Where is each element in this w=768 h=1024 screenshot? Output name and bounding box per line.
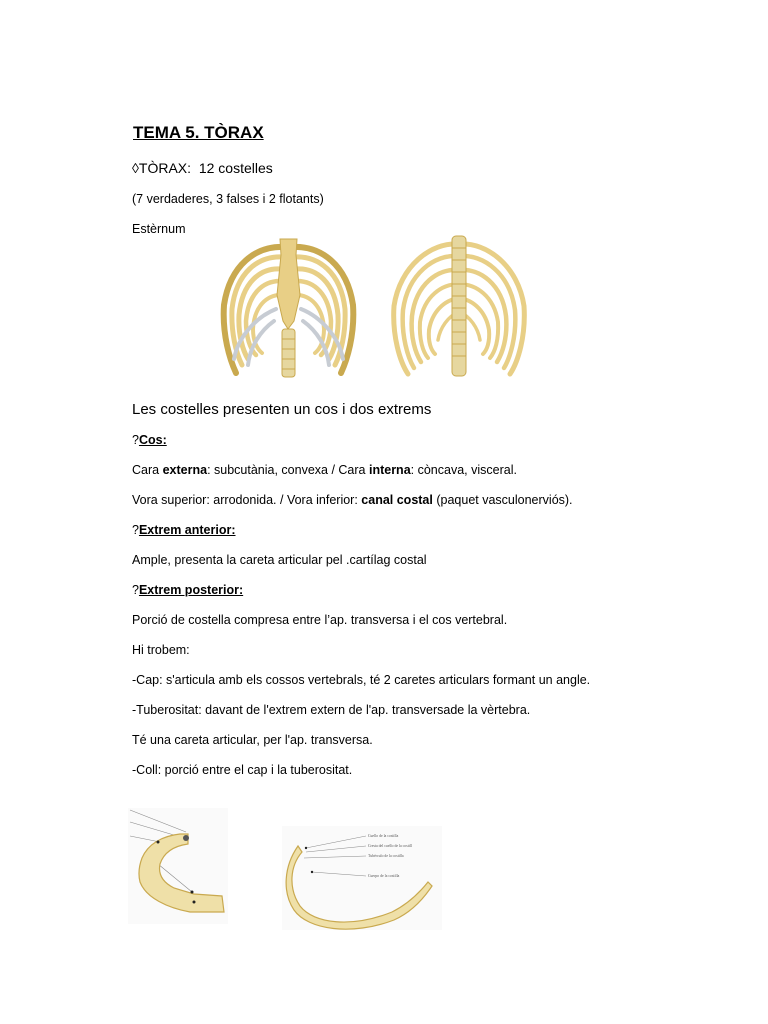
section-title: Extrem anterior: [138, 523, 236, 537]
rib-label-neck-crest: Cresta del cuello de la costill [368, 844, 412, 848]
text-run: Cara [132, 463, 163, 477]
posterior-line: -Cap: s'articula amb els cossos vertebrals, té 2 caretes articulars formant un angle. [132, 673, 591, 687]
posterior-line: -Tuberositat: davant de l'extrem extern de l'ap. transversade la vèrtebra. [132, 703, 531, 717]
posterior-line: Hi trobem: [132, 643, 190, 657]
bold-run: externa [162, 463, 208, 477]
diamond-bullet-icon: ◊ [132, 160, 139, 176]
rib-label-tubercle: Tubérculo de la costilla [368, 854, 404, 858]
rib-head-figure [128, 808, 228, 924]
page-title: TEMA 5. TÒRAX [133, 123, 264, 142]
rib-labeled-figure [282, 826, 442, 930]
intro-text: Les costelles presenten un cos i dos extrems [132, 401, 432, 418]
posterior-line: -Coll: porció entre el cap i la tuberositat. [132, 763, 353, 777]
extrem-anterior-line: Ample, presenta la careta articular pel .cartílag costal [132, 553, 427, 567]
cos-heading [132, 433, 167, 447]
extrem-anterior-heading [132, 523, 236, 537]
section-marker: ? [132, 433, 139, 447]
section-title: Cos: [138, 433, 167, 447]
text-run: : subcutània, convexa / Cara [207, 463, 369, 477]
cos-line-2 [132, 493, 573, 507]
ribs-breakdown: (7 verdaderes, 3 falses i 2 flotants) [132, 192, 324, 206]
bold-run: interna [368, 463, 411, 477]
section-marker: ? [132, 523, 139, 537]
rib-label-body: Cuerpo de la costilla [368, 874, 400, 878]
posterior-line: Té una careta articular, per l'ap. transversa. [132, 733, 373, 747]
posterior-line: Porció de costella compresa entre l’ap. transversa i el cos vertebral. [132, 613, 508, 627]
section-marker: ? [132, 583, 139, 597]
text-run: Vora superior: arrodonida. / Vora inferior: [132, 493, 362, 507]
rib-label-neck: Cuello de la costilla [368, 834, 399, 838]
text-run: (paquet vasculonerviós). [432, 493, 573, 507]
sternum-label: Estèrnum [132, 222, 186, 236]
extrem-posterior-heading [132, 583, 243, 597]
thorax-label: TÒRAX: [138, 160, 192, 176]
thorax-heading [132, 160, 273, 176]
text-run: : còncava, visceral. [410, 463, 517, 477]
rib-cage-posterior-figure [386, 226, 532, 384]
bold-run: canal costal [361, 493, 433, 507]
rib-cage-anterior-figure [216, 225, 361, 385]
thorax-value: 12 costelles [198, 160, 273, 176]
cos-line-1 [132, 463, 517, 477]
section-title: Extrem posterior: [138, 583, 244, 597]
